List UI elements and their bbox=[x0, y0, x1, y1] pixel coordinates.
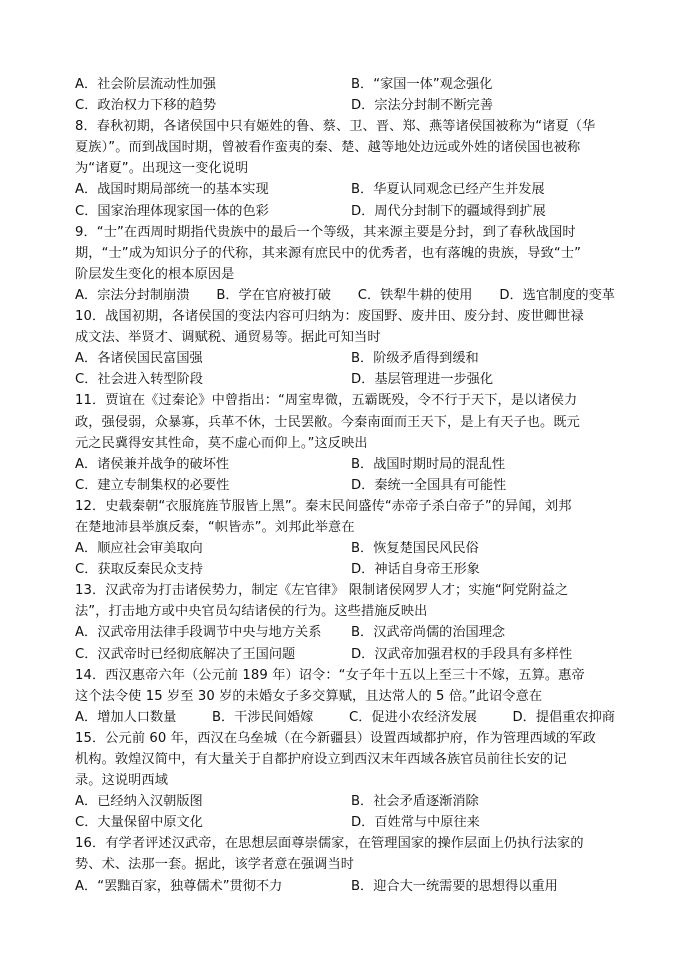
q9-stem-line-3: 阶层发生变化的根本原因是 bbox=[75, 266, 235, 282]
q12-option-c: C．获取反秦民众支持 bbox=[75, 562, 203, 578]
q11-stem-line-1: 11．贾谊在《过秦论》中曾指出：“周室卑微，五霸既殁，令不行于天下，是以诸侯力 bbox=[75, 393, 578, 409]
q15-option-b: B．社会矛盾逐渐消除 bbox=[351, 794, 479, 810]
q9-option-a: A．宗法分封制崩溃 bbox=[75, 287, 190, 303]
q10-stem-line-2: 成文法、举贤才、调赋税、通贸易等。据此可知当时 bbox=[75, 330, 381, 346]
q8-options-row-2 bbox=[75, 201, 615, 222]
q11-options-row-1 bbox=[75, 454, 615, 475]
q11-stem-line-2: 政，强侵弱，众暴寡，兵革不休，士民罢敝。今秦南面而王天下，是上有天子也。既元 bbox=[75, 414, 580, 430]
q12-stem-line-1: 12．史载秦朝“衣服旄旌节服皆上黑”。秦末民间盛传“赤帝子杀白帝子”的异闻，刘邦 bbox=[75, 498, 572, 514]
q13-stem-line-2: 法”，打击地方或中央官员勾结诸侯的行为。这些措施反映出 bbox=[75, 604, 428, 620]
q14-option-c: C．促进小农经济发展 bbox=[348, 709, 477, 725]
q10-option-b: B．阶级矛盾得到缓和 bbox=[351, 351, 479, 367]
q9-option-c: C．铁犁牛耕的使用 bbox=[357, 287, 473, 303]
q12-option-b: B．恢复楚国民风民俗 bbox=[351, 541, 479, 557]
q10-option-c: C．社会进入转型阶段 bbox=[75, 372, 203, 388]
q7-option-a: A．社会阶层流动性加强 bbox=[75, 77, 216, 92]
q8-option-a: A．战国时期局部统一的基本实现 bbox=[75, 182, 269, 198]
q8-option-c: C．国家治理体现家国一体的色彩 bbox=[75, 203, 269, 219]
q14-option-a: A．增加人口数量 bbox=[75, 709, 177, 725]
question-list bbox=[75, 74, 615, 897]
q8-option-d: D．周代分封制下的疆域得到扩展 bbox=[351, 203, 546, 219]
q8-options-row-1 bbox=[75, 179, 615, 200]
q16-option-b: B．迎合大一统需要的思想得以重用 bbox=[351, 878, 558, 894]
q16-stem-line-1: 16．有学者评述汉武帝，在思想层面尊崇儒家，在管理国家的操作层面上仍执行法家的 bbox=[75, 836, 584, 852]
q13-options-row-1 bbox=[75, 622, 615, 643]
q15-option-a: A．已经纳入汉朝版图 bbox=[75, 794, 203, 810]
q14-stem-line-1: 14．西汉惠帝六年（公元前 189 年）诏令：“女子年十五以上至三十不嫁，五算。惠帝 bbox=[75, 667, 585, 683]
q13-option-d: D．汉武帝加强君权的手段具有多样性 bbox=[351, 646, 573, 662]
q10-option-d: D．基层管理进一步强化 bbox=[351, 372, 494, 388]
q16-option-a: A．“罢黜百家，独尊儒术”贯彻不力 bbox=[75, 878, 283, 894]
q15-stem-line-2: 机构。敦煌汉简中，有大量关于自都护府设立到西汉末年西域各族官员前往长安的记 bbox=[75, 752, 567, 767]
q7-option-b: B．“家国一体”观念强化 bbox=[351, 77, 493, 92]
q7-option-c: C．政治权力下移的趋势 bbox=[75, 98, 217, 114]
q12-options-row-2 bbox=[75, 559, 615, 580]
q10-options-row-2 bbox=[75, 369, 615, 390]
q13-options-row-2 bbox=[75, 644, 615, 665]
q12-option-a: A．顺应社会审美取向 bbox=[75, 541, 203, 557]
q16-stem-line-2: 势、术、法那一套。据此，该学者意在强调当时 bbox=[75, 857, 355, 873]
q9-options-row bbox=[75, 285, 615, 306]
q15-option-c: C．大量保留中原文化 bbox=[75, 815, 203, 831]
q9-option-b: B．学在官府被打破 bbox=[216, 287, 331, 303]
q15-option-d: D．百姓常与中原往来 bbox=[351, 815, 480, 831]
q12-option-d: D．神话自身帝王形象 bbox=[351, 562, 480, 578]
q8-option-b: B．华夏认同观念已经产生并发展 bbox=[351, 182, 545, 198]
q13-option-b: B．汉武帝尚儒的治国理念 bbox=[351, 625, 506, 641]
q8-stem-line-1: 8．春秋初期，各诸侯国中只有姬姓的鲁、蔡、卫、晋、郑、燕等诸侯国被称为“诸夏（华 bbox=[75, 119, 596, 135]
q11-option-c: C．建立专制集权的必要性 bbox=[75, 477, 230, 493]
q16-options-row-1 bbox=[75, 876, 615, 897]
q15-options-row-1 bbox=[75, 791, 615, 812]
q7-option-d: D．宗法分封制不断完善 bbox=[351, 98, 494, 114]
q10-options-row-1 bbox=[75, 348, 615, 369]
q13-option-c: C．汉武帝时已经彻底解决了王国问题 bbox=[75, 646, 296, 662]
q15-options-row-2 bbox=[75, 812, 615, 833]
q12-options-row-1 bbox=[75, 538, 615, 559]
q12-stem-line-2: 在楚地沛县举旗反秦，“帜皆赤”。刘邦此举意在 bbox=[75, 519, 355, 535]
q9-stem-line-2: 期，“士”成为知识分子的代称，其来源有庶民中的优秀者，也有落魄的贵族，导致“士” bbox=[75, 245, 582, 261]
q11-option-b: B．战国时期时局的混乱性 bbox=[351, 456, 506, 472]
q13-option-a: A．汉武帝用法律手段调节中央与地方关系 bbox=[75, 625, 322, 641]
q7-options-row-1 bbox=[75, 74, 615, 95]
q11-options-row-2 bbox=[75, 475, 615, 496]
q14-options-row bbox=[75, 707, 615, 728]
q9-stem-line-1: 9．“士”在西周时期指代贵族中的最后一个等级，其来源主要是分封，到了春秋战国时 bbox=[75, 224, 576, 240]
q15-stem-line-3: 录。这说明西域 bbox=[75, 773, 169, 789]
q11-option-a: A．诸侯兼并战争的破坏性 bbox=[75, 456, 230, 472]
q8-stem-line-2: 夏族）”。而到战国时期，曾被看作蛮夷的秦、楚、越等地处边远或外姓的诸侯国也被称 bbox=[75, 140, 581, 156]
q14-stem-line-2: 这个法令使 15 岁至 30 岁的未婚女子多交算赋，且达常人的 5 倍。”此诏令意在 bbox=[75, 688, 543, 704]
q11-stem-line-3: 元之民冀得安其性命，莫不虚心而仰上。”这反映出 bbox=[75, 435, 368, 451]
q11-option-d: D．秦统一全国具有可能性 bbox=[351, 477, 507, 493]
q8-stem-line-3: 为“诸夏”。出现这一变化说明 bbox=[75, 161, 249, 177]
q15-stem-line-1: 15．公元前 60 年，西汉在乌垒城（在今新疆县）设置西域都护府，作为管理西域的军政 bbox=[75, 730, 596, 746]
q10-option-a: A．各诸侯国民富国强 bbox=[75, 351, 203, 367]
q14-option-b: B．干涉民间婚嫁 bbox=[211, 709, 314, 725]
q9-option-d: D．选官制度的变革 bbox=[499, 287, 615, 303]
q14-option-d: D．提倡重农抑商 bbox=[512, 709, 615, 725]
q13-stem-line-1: 13．汉武帝为打击诸侯势力，制定《左官律》 限制诸侯网罗人才；实施“阿党附益之 bbox=[75, 583, 569, 599]
q10-stem-line-1: 10．战国初期，各诸侯国的变法内容可归纳为：废国野、废井田、废分封、废世卿世禄 bbox=[75, 309, 584, 325]
q7-options-row-2 bbox=[75, 95, 615, 116]
